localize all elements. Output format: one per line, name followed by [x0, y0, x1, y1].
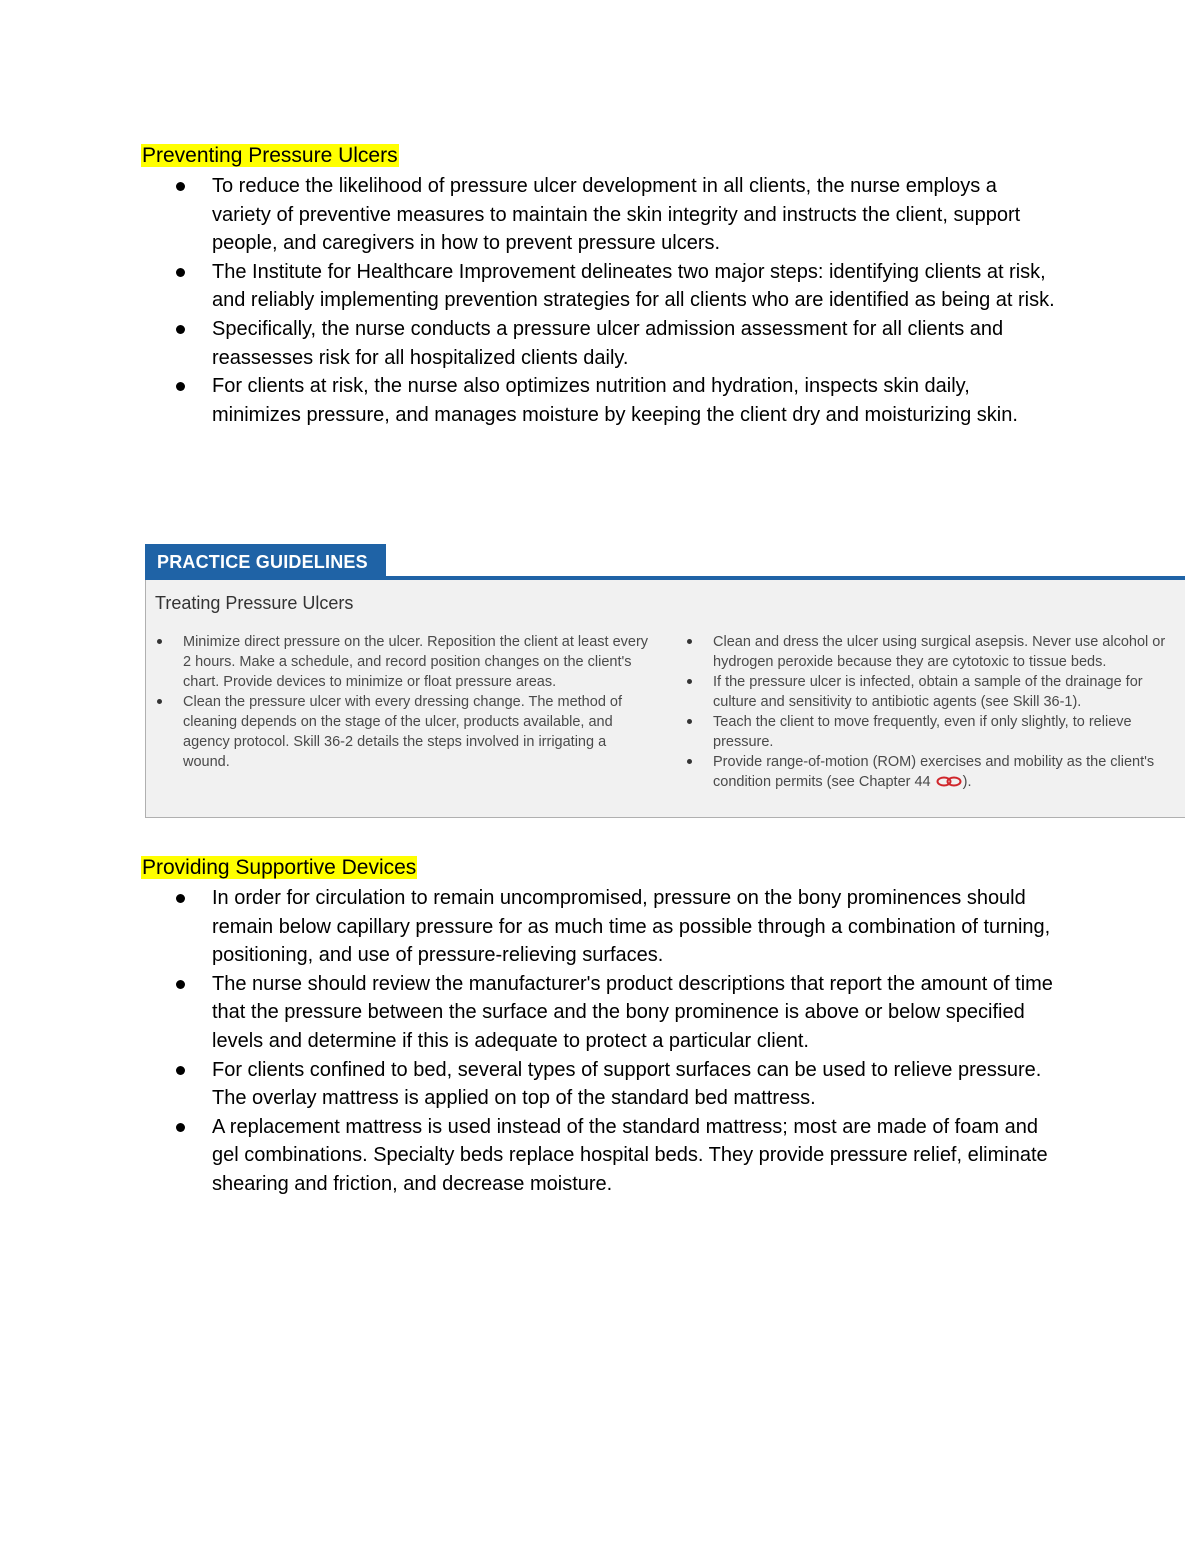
section-heading: Preventing Pressure Ulcers	[142, 144, 398, 167]
guidelines-right-column	[684, 632, 1179, 792]
guideline-item: If the pressure ulcer is infected, obtain a sample of the drainage for culture and sensitivity to antibiotic agents (see Skill 36-1).	[684, 672, 1179, 712]
guideline-item: Teach the client to move frequently, even if only slightly, to relieve pressure.	[684, 712, 1179, 752]
section-heading: Providing Supportive Devices	[142, 856, 417, 879]
list-item: The Institute for Healthcare Improvement delineates two major steps: identifying clients at risk, and reliably implementing prevention strategies for all clients who are identified as being at risk.	[141, 258, 1061, 315]
guidelines-body	[145, 580, 1185, 818]
bullet-list	[141, 884, 1061, 1199]
practice-guidelines-tab: PRACTICE GUIDELINES	[145, 544, 386, 579]
list-item: For clients at risk, the nurse also optimizes nutrition and hydration, inspects skin daily, minimizes pressure, and manages moisture by keeping the client dry and moisturizing skin.	[141, 372, 1061, 429]
guideline-item: Clean the pressure ulcer with every dressing change. The method of cleaning depends on the stage of the ulcer, products available, and agency protocol. Skill 36-2 details the steps involved in irrigating a wound.	[154, 692, 654, 772]
guideline-item: Minimize direct pressure on the ulcer. Reposition the client at least every 2 hours. Make a schedule, and record position changes on the client's chart. Provide devices to minimize or float pressure areas.	[154, 632, 654, 692]
list-item: For clients confined to bed, several types of support surfaces can be used to relieve pressure. The overlay mattress is applied on top of the standard bed mattress.	[141, 1056, 1061, 1113]
bullet-list	[141, 172, 1061, 429]
list-item: In order for circulation to remain uncompromised, pressure on the bony prominences should remain below capillary pressure for as much time as possible through a combination of turning, positioning, and use of pressure-relieving surfaces.	[141, 884, 1061, 970]
guidelines-title: Treating Pressure Ulcers	[155, 593, 354, 613]
chain-link-icon[interactable]	[936, 776, 962, 787]
section-providing-supportive-devices	[141, 855, 1061, 1199]
guidelines-left-column	[154, 632, 654, 772]
list-item: The nurse should review the manufacturer's product descriptions that report the amount of time that the pressure between the surface and the bony prominence is above or below specified levels and determine if this is adequate to protect a particular client.	[141, 970, 1061, 1056]
list-item: To reduce the likelihood of pressure ulcer development in all clients, the nurse employs a variety of preventive measures to maintain the skin integrity and instructs the client, support people, and caregivers in how to prevent pressure ulcers.	[141, 172, 1061, 258]
guideline-item: Provide range-of-motion (ROM) exercises and mobility as the client's condition permits (see Chapter 44 ).	[684, 752, 1179, 792]
list-item: A replacement mattress is used instead of the standard mattress; most are made of foam and gel combinations. Specialty beds replace hospital beds. They provide pressure relief, eliminate shearing and friction, and decrease moisture.	[141, 1113, 1061, 1199]
list-item: Specifically, the nurse conducts a pressure ulcer admission assessment for all clients and reassesses risk for all hospitalized clients daily.	[141, 315, 1061, 372]
guideline-item: Clean and dress the ulcer using surgical asepsis. Never use alcohol or hydrogen peroxide because they are cytotoxic to tissue beds.	[684, 632, 1179, 672]
practice-guidelines-box	[145, 544, 1185, 818]
section-preventing-pressure-ulcers	[141, 143, 1061, 429]
